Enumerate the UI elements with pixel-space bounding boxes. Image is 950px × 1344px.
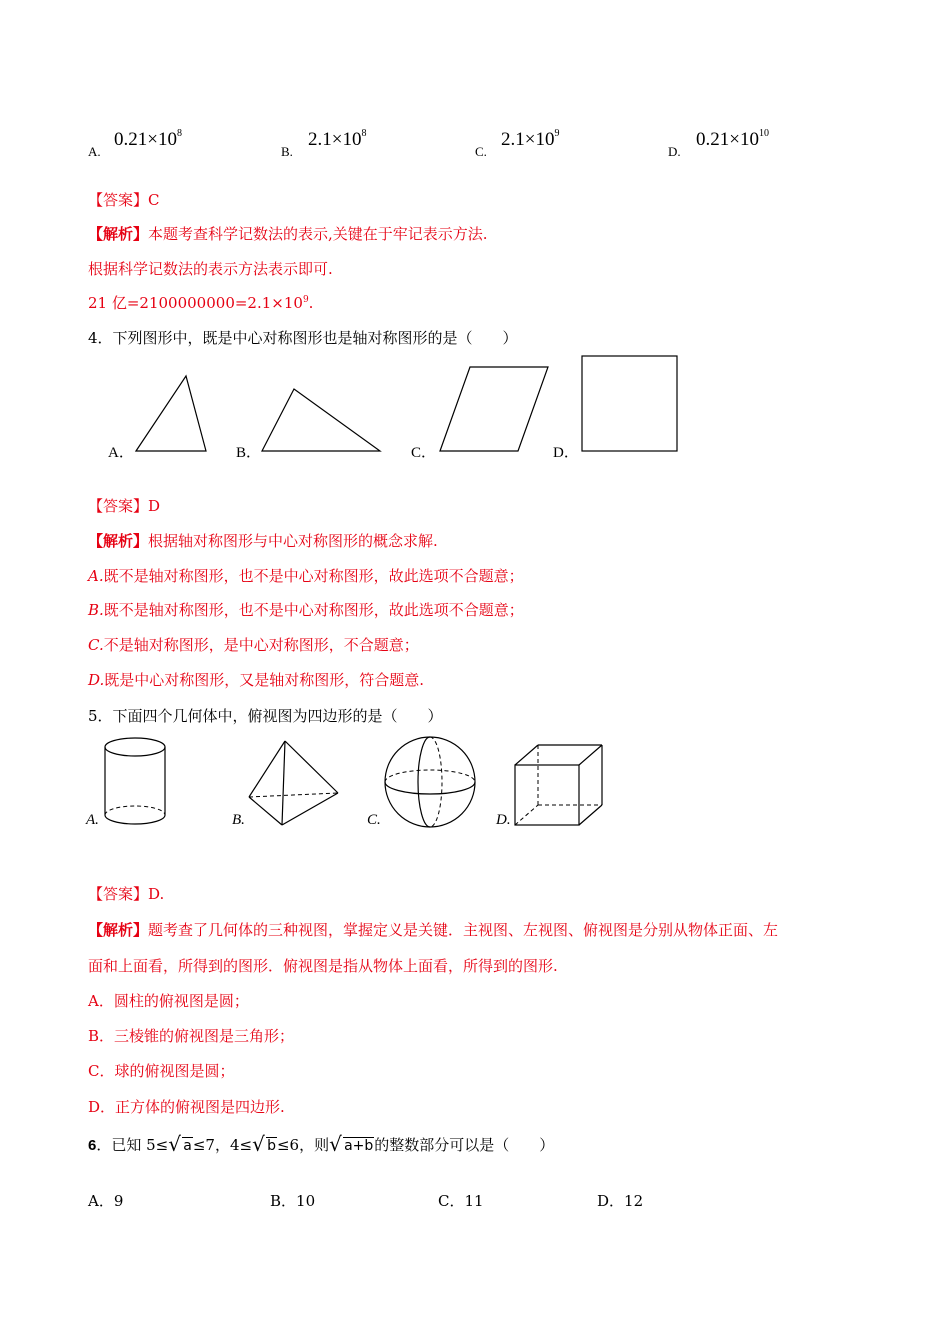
q5-question: 5．下面四个几何体中，俯视图为四边形的是（ ） <box>88 707 443 725</box>
q3-option-b-letter: B. <box>281 144 293 159</box>
sqrt-b: √ b <box>252 1132 276 1156</box>
q3-analysis: 【解析】本题考查科学记数法的表示,关键在于牢记表示方法. <box>88 225 488 243</box>
q5-analysis-item-d: D．正方体的俯视图是四边形. <box>88 1098 285 1116</box>
q5-analysis-item-c: C．球的俯视图是圆； <box>88 1062 235 1080</box>
q3-option-c-value[interactable]: $2.1\times 10^9$ <box>501 128 560 150</box>
q4-label-d[interactable]: D． <box>553 445 579 461</box>
q4-answer: 【答案】D <box>88 497 161 515</box>
q6-question: 6．已知 5≤ √ a≤7，4≤ √ b≤6，则 √ a+b的整数部分可以是（ ） <box>88 1132 555 1156</box>
q5-label-d[interactable]: D. <box>496 812 511 828</box>
q5-analysis-item-a: A．圆柱的俯视图是圆； <box>88 992 249 1010</box>
q3-analysis-line3: 21 亿$=2100000000=2.1\times 10^9$. <box>88 294 314 312</box>
q6-option-d[interactable]: D．12 <box>597 1192 644 1210</box>
q3-option-a-letter: A. <box>88 144 101 159</box>
q4-label-a[interactable]: A． <box>108 445 134 461</box>
q4-analysis-item-c: C.不是轴对称图形，是中心对称图形，不合题意； <box>88 636 419 654</box>
q3-option-c-letter: C. <box>475 144 487 159</box>
q6-option-b[interactable]: B．10 <box>270 1192 316 1210</box>
q6-option-c[interactable]: C．11 <box>438 1192 484 1210</box>
q4-label-c[interactable]: C． <box>411 445 437 461</box>
q4-analysis-item-d: D.既是中心对称图形，又是轴对称图形，符合题意. <box>88 671 425 689</box>
q4-analysis-item-a: A.既不是轴对称图形，也不是中心对称图形，故此选项不合题意； <box>88 567 524 585</box>
q3-option-a-value[interactable]: $0.21\times 10^8$ <box>114 128 182 150</box>
q4-analysis: 【解析】根据轴对称图形与中心对称图形的概念求解. <box>88 532 438 550</box>
q5-analysis-line2: 面和上面看，所得到的图形．俯视图是指从物体上面看，所得到的图形. <box>88 957 558 975</box>
q5-analysis-item-b: B．三棱锥的俯视图是三角形； <box>88 1027 295 1045</box>
q6-option-a[interactable]: A．9 <box>88 1192 124 1210</box>
q5-label-a[interactable]: A. <box>86 812 99 828</box>
q3-option-d-value[interactable]: $0.21\times 10^{10}$ <box>696 128 769 150</box>
q5-label-c[interactable]: C. <box>367 812 381 828</box>
q4-label-b[interactable]: B． <box>236 445 262 461</box>
sqrt-a: √ a <box>168 1132 192 1156</box>
q5-answer: 【答案】D. <box>88 885 165 903</box>
q3-answer: 【答案】C <box>88 191 160 209</box>
q3-option-b-value[interactable]: $2.1\times 10^8$ <box>308 128 367 150</box>
q4-question: 4．下列图形中，既是中心对称图形也是轴对称图形的是（ ） <box>88 329 518 347</box>
sqrt-a-plus-b: √ a+b <box>329 1132 374 1156</box>
q5-analysis: 【解析】题考查了几何体的三种视图，掌握定义是关键．主视图、左视图、俯视图是分别从物体正面、左 <box>88 921 779 939</box>
q3-option-d-letter: D. <box>668 144 681 159</box>
q5-label-b[interactable]: B. <box>232 812 245 828</box>
q3-analysis-line2: 根据科学记数法的表示方法表示即可. <box>88 260 333 278</box>
q4-analysis-item-b: B.既不是轴对称图形，也不是中心对称图形，故此选项不合题意； <box>88 601 524 619</box>
